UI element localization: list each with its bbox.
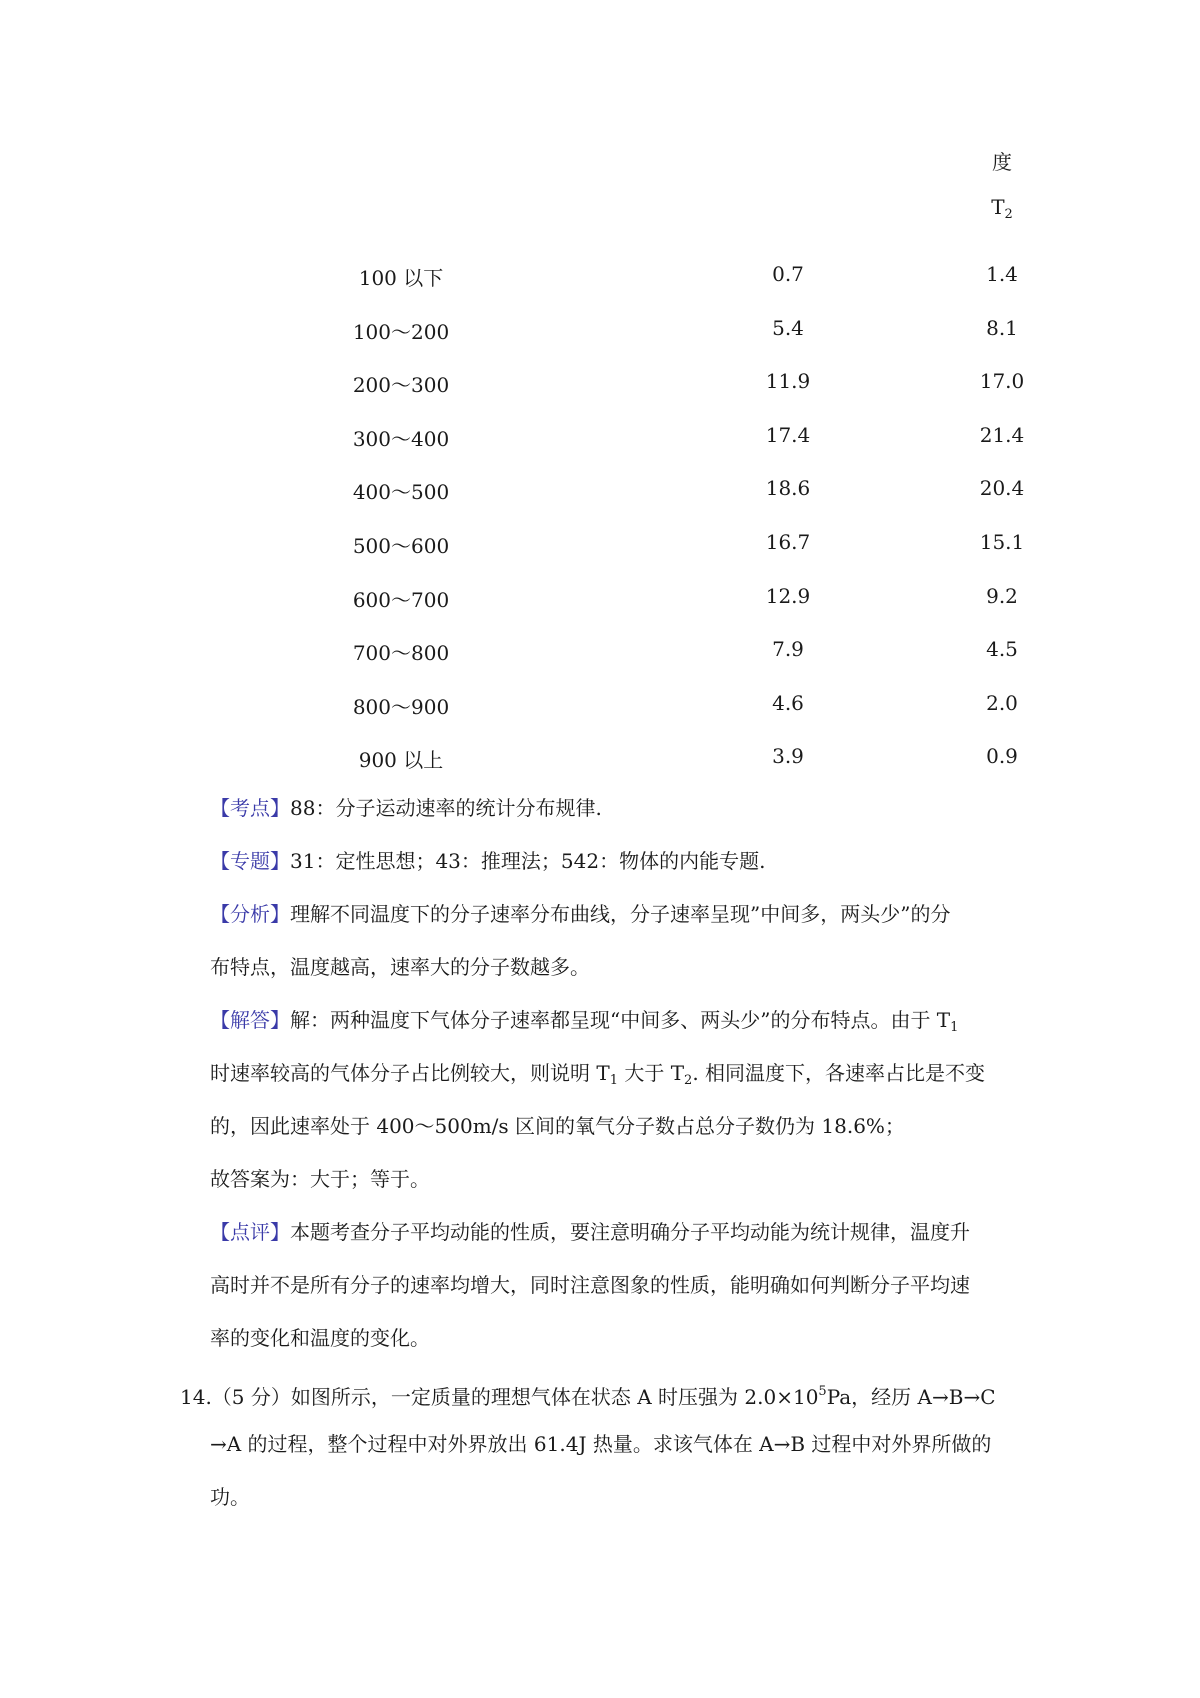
dianping-line2: 高时并不是所有分子的速率均增大，同时注意图象的性质，能明确如何判断分子平均速 bbox=[210, 1273, 970, 1297]
dianping-section bbox=[210, 1206, 1030, 1365]
fenxi-line2: 布特点，温度越高，速率大的分子数越多。 bbox=[210, 955, 590, 979]
t1-percent-cell: 11.9 bbox=[765, 369, 811, 393]
zhuanti-text: 31：定性思想；43：推理法；542：物体的内能专题. bbox=[290, 849, 766, 873]
question-14-line3: 功。 bbox=[210, 1485, 250, 1509]
jieda-line3: 的，因此速率处于 400～500m/s 区间的氧气分子数占总分子数仍为 18.6%； bbox=[210, 1114, 905, 1138]
t1-percent-cell: 0.7 bbox=[772, 262, 804, 286]
t2-percent-cell: 4.5 bbox=[986, 637, 1018, 661]
range-cell: 300～400 bbox=[352, 427, 450, 451]
t1-percent-cell: 4.6 bbox=[772, 691, 804, 715]
t2-percent-cell: 2.0 bbox=[986, 691, 1018, 715]
range-cell: 700～800 bbox=[352, 641, 450, 665]
table-header-line2: $T_2$ bbox=[991, 195, 1013, 222]
zhuanti-tag: 【专题】 bbox=[210, 849, 290, 873]
t1-percent-cell: 5.4 bbox=[772, 316, 804, 340]
range-cell: 100 以下 bbox=[358, 266, 444, 290]
kaodian-text: 88：分子运动速率的统计分布规律. bbox=[290, 796, 602, 820]
t1-percent-cell: 3.9 bbox=[772, 744, 804, 768]
t2-percent-cell: 21.4 bbox=[979, 423, 1025, 447]
range-cell: 400～500 bbox=[352, 480, 450, 504]
jieda-section: 【解答】解：两种温度下气体分子速率都呈现“中间多、两头少”的分布特点。由于 $T_1$ 时速率较高的气体分子占比例较大，则说明 $T_1$ 大于 $T_2$. 相同温度下，各速率占比是不变 的，因此速率处于 400～500m/s 区间的氧气分子数占总分子数仍为 18.6%； 故答案为：大于；等于。 bbox=[210, 994, 1030, 1206]
t1-percent-cell: 7.9 bbox=[772, 637, 804, 661]
zhuanti-section bbox=[210, 835, 1030, 888]
t1-percent-cell: 16.7 bbox=[765, 530, 811, 554]
kaodian-section bbox=[210, 782, 1030, 835]
t1-percent-cell: 17.4 bbox=[765, 423, 811, 447]
kaodian-tag: 【考点】 bbox=[210, 796, 290, 820]
range-cell: 500～600 bbox=[352, 534, 450, 558]
jieda-line4: 故答案为：大于；等于。 bbox=[210, 1167, 430, 1191]
t1-percent-cell: 18.6 bbox=[765, 476, 811, 500]
dianping-line3: 率的变化和温度的变化。 bbox=[210, 1326, 430, 1350]
t2-percent-cell: 15.1 bbox=[979, 530, 1025, 554]
fenxi-section bbox=[210, 888, 1030, 994]
fenxi-tag: 【分析】 bbox=[210, 902, 290, 926]
range-cell: 100～200 bbox=[352, 320, 450, 344]
range-cell: 600～700 bbox=[352, 588, 450, 612]
question-14: 14.（5 分）如图所示，一定质量的理想气体在状态 A 时压强为 $2.0\times 10^5Pa$，经历 A→B→C →A 的过程，整个过程中对外界放出 61.4J 热量。求该气体在 A→B 过程中对外界所做的 功。 bbox=[180, 1365, 1040, 1524]
t2-percent-cell: 1.4 bbox=[986, 262, 1018, 286]
t2-percent-cell: 17.0 bbox=[979, 369, 1025, 393]
range-cell: 800～900 bbox=[352, 695, 450, 719]
fenxi-line1: 理解不同温度下的分子速率分布曲线，分子速率呈现”中间多，两头少”的分 bbox=[290, 902, 951, 926]
question-14-line2: →A 的过程，整个过程中对外界放出 61.4J 热量。求该气体在 A→B 过程中对外界所做的 bbox=[210, 1432, 992, 1456]
dianping-line1: 本题考查分子平均动能的性质，要注意明确分子平均动能为统计规律，温度升 bbox=[290, 1220, 970, 1244]
table-header-line1: 度 bbox=[992, 150, 1012, 174]
t2-percent-cell: 0.9 bbox=[986, 744, 1018, 768]
range-cell: 200～300 bbox=[352, 373, 450, 397]
t2-percent-cell: 9.2 bbox=[986, 584, 1018, 608]
range-cell: 900 以上 bbox=[358, 748, 444, 772]
t1-percent-cell: 12.9 bbox=[765, 584, 811, 608]
t2-percent-cell: 20.4 bbox=[979, 476, 1025, 500]
dianping-tag: 【点评】 bbox=[210, 1220, 290, 1244]
t2-percent-cell: 8.1 bbox=[986, 316, 1018, 340]
jieda-tag: 【解答】 bbox=[210, 1008, 290, 1032]
